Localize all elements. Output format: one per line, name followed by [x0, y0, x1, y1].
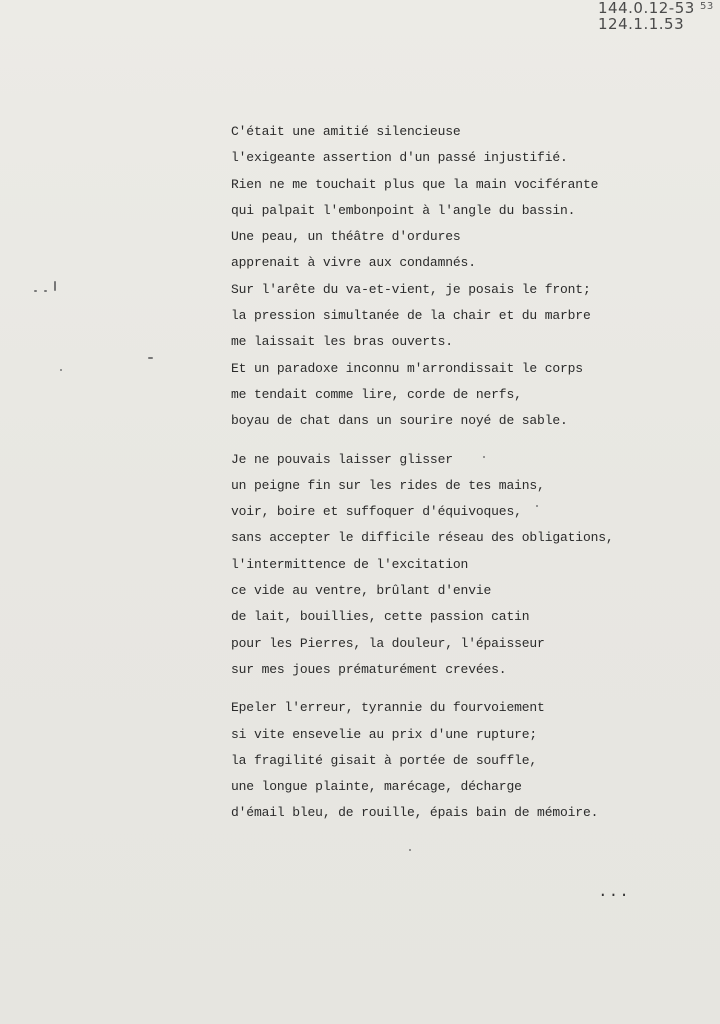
scan-speck — [60, 369, 62, 371]
poem-line: me laissait les bras ouverts. — [231, 334, 453, 350]
archive-reference-line-2: 124.1.1.53 — [598, 15, 685, 33]
poem-line: l'exigeante assertion d'un passé injustifié. — [231, 150, 568, 166]
poem-line: Je ne pouvais laisser glisser — [231, 451, 453, 467]
continuation-mark: ... — [598, 883, 630, 901]
poem-line: Epeler l'erreur, tyrannie du fourvoiement — [231, 700, 545, 716]
poem-body — [231, 119, 691, 839]
scan-speck — [44, 290, 47, 292]
scan-speck — [483, 456, 485, 458]
poem-line: boyau de chat dans un sourire noyé de sable. — [231, 413, 568, 429]
stanza-3 — [231, 695, 691, 826]
poem-line: ce vide au ventre, brûlant d'envie — [231, 583, 492, 599]
poem-line: Et un paradoxe inconnu m'arrondissait le corps — [231, 360, 583, 376]
poem-line: la fragilité gisait à portée de souffle, — [231, 752, 538, 768]
scan-speck — [34, 290, 37, 292]
poem-line: Rien ne me touchait plus que la main vociférante — [231, 176, 599, 192]
poem-line: la pression simultanée de la chair et du marbre — [231, 308, 591, 324]
poem-line: si vite ensevelie au prix d'une rupture; — [231, 726, 538, 742]
poem-line: Sur l'arête du va-et-vient, je posais le front; — [231, 281, 591, 297]
poem-line: apprenait à vivre aux condamnés. — [231, 255, 476, 271]
poem-line: l'intermittence de l'excitation — [231, 556, 469, 572]
poem-line: qui palpait l'embonpoint à l'angle du bassin. — [231, 202, 576, 218]
page-number: 53 — [700, 1, 714, 12]
poem-line: Une peau, un théâtre d'ordures — [231, 229, 461, 245]
scan-speck — [148, 357, 153, 359]
stanza-2 — [231, 447, 691, 684]
poem-line: sans accepter le difficile réseau des obligations, — [231, 530, 614, 546]
poem-line: de lait, bouillies, cette passion catin — [231, 609, 530, 625]
poem-line: d'émail bleu, de rouille, épais bain de mémoire. — [231, 805, 599, 821]
scan-speck — [536, 505, 538, 507]
archive-reference-line-1: 144.0.12-53 — [598, 0, 695, 17]
scan-speck — [54, 281, 56, 291]
poem-line: C'était une amitié silencieuse — [231, 124, 461, 139]
scan-speck — [409, 849, 411, 851]
poem-line: me tendait comme lire, corde de nerfs, — [231, 386, 522, 402]
stanza-1 — [231, 119, 691, 435]
poem-line: sur mes joues prématurément crevées. — [231, 661, 507, 677]
poem-line: une longue plainte, marécage, décharge — [231, 779, 522, 795]
poem-line: un peigne fin sur les rides de tes mains, — [231, 477, 545, 493]
poem-line: voir, boire et suffoquer d'équivoques, — [231, 504, 522, 520]
poem-line: pour les Pierres, la douleur, l'épaisseur — [231, 635, 545, 651]
